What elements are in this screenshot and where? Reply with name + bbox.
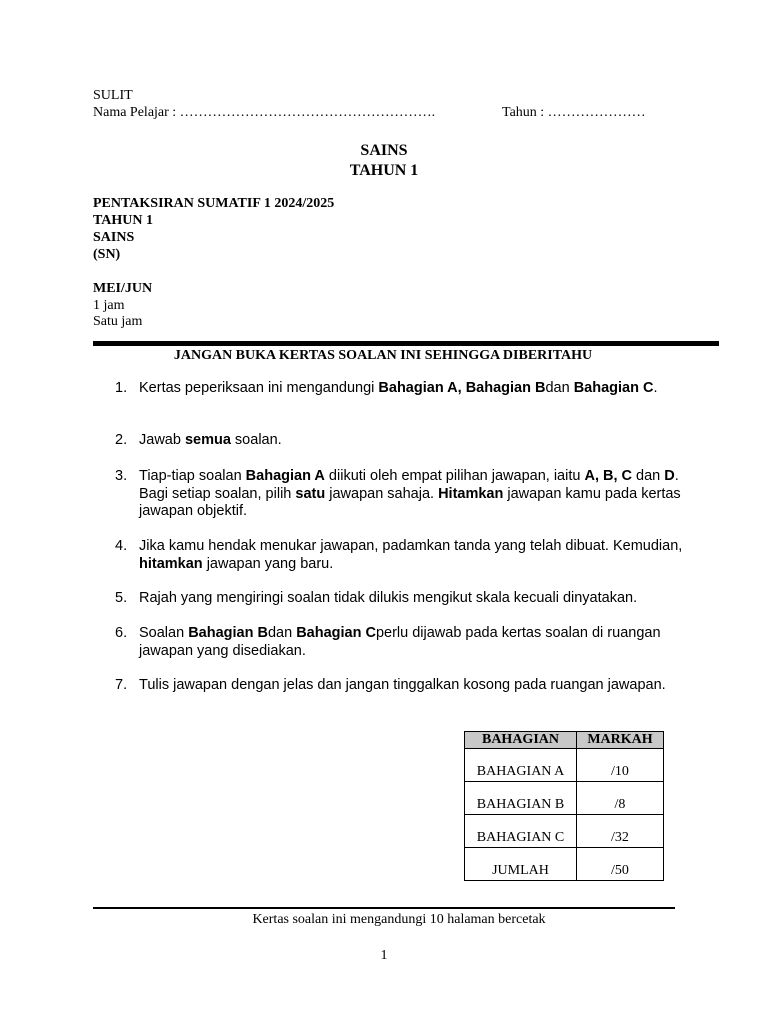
year-field: Tahun : ………………… (502, 105, 646, 120)
text-run: soalan. (230, 432, 282, 448)
text-run: dan (267, 625, 297, 641)
text-run: . (653, 380, 658, 396)
marks-cell: /32 (577, 815, 664, 848)
table-row (465, 749, 664, 782)
marks-cell: /10 (577, 749, 664, 782)
instruction-number: 6. (115, 625, 128, 641)
student-name-field: Nama Pelajar : ………………………………………………. (93, 105, 436, 120)
instruction-item (115, 625, 685, 660)
section-cell: BAHAGIAN A (465, 749, 577, 782)
text-run: perlu dijawab pada kertas soalan di ruangan jawapan yang disediakan. (139, 625, 661, 659)
text-run: jawapan yang baru. (202, 555, 334, 572)
total-cell: JUMLAH (465, 848, 577, 881)
text-run: diikuti oleh empat pilihan jawapan, iaitu (324, 468, 585, 484)
bold-phrase: A, B, C (584, 468, 632, 484)
bold-phrase: semua (184, 432, 231, 448)
instruction-text (139, 538, 685, 573)
text-run: Jika kamu hendak menukar jawapan, padamkan tanda yang telah dibuat. Kemudian, (139, 538, 683, 554)
instruction-text (139, 432, 685, 450)
bold-phrase: satu (295, 485, 326, 502)
bold-phrase: Bahagian A, Bahagian B (378, 380, 546, 396)
marks-table-header (465, 732, 664, 749)
table-row (465, 815, 664, 848)
instruction-item (115, 432, 685, 450)
instruction-item (115, 590, 685, 608)
bold-phrase: Bahagian A (245, 468, 325, 484)
instruction-item (115, 538, 685, 573)
bold-phrase: hitamkan (139, 555, 203, 572)
instruction-number: 4. (115, 538, 128, 554)
text-run: . Bagi setiap soalan, pilih (139, 468, 679, 502)
exam-session: MEI/JUN (93, 281, 153, 296)
exam-duration-words: Satu jam (93, 314, 143, 329)
instruction-number: 7. (115, 677, 128, 693)
column-header-bahagian: BAHAGIAN (465, 732, 577, 749)
text-run: dan (545, 380, 574, 396)
bold-phrase: Bahagian C (573, 380, 654, 396)
total-marks-cell: /50 (577, 848, 664, 881)
marks-cell: /8 (577, 782, 664, 815)
marks-table (464, 731, 664, 881)
text-run: Jawab (139, 432, 185, 448)
exam-duration: 1 jam (93, 298, 125, 313)
table-row (465, 848, 664, 881)
instruction-item (115, 380, 685, 398)
instruction-item (115, 677, 685, 695)
instruction-number: 5. (115, 590, 128, 606)
text-run: Tiap-tiap soalan (139, 468, 246, 484)
section-cell: BAHAGIAN C (465, 815, 577, 848)
bold-phrase: Bahagian B (188, 625, 268, 641)
table-row (465, 782, 664, 815)
bold-phrase: D (664, 468, 675, 484)
text-run: dan (632, 468, 665, 484)
instruction-number: 3. (115, 468, 128, 484)
bold-phrase: Bahagian C (296, 625, 376, 641)
exam-code: (SN) (93, 247, 121, 262)
top-divider (93, 341, 719, 346)
warning-notice: JANGAN BUKA KERTAS SOALAN INI SEHINGGA DIBERITAHU (173, 348, 593, 363)
section-cell: BAHAGIAN B (465, 782, 577, 815)
subject-title: SAINS (360, 142, 408, 159)
exam-name: PENTAKSIRAN SUMATIF 1 2024/2025 (93, 196, 335, 211)
instruction-number: 2. (115, 432, 128, 448)
instruction-text (139, 677, 685, 695)
bold-phrase: Hitamkan (438, 485, 504, 502)
page-count-note: Kertas soalan ini mengandungi 10 halaman bercetak (252, 912, 546, 927)
instruction-text (139, 590, 685, 608)
bottom-divider (93, 907, 675, 909)
text-run: Kertas peperiksaan ini mengandungi (139, 380, 379, 396)
column-header-markah: MARKAH (577, 732, 664, 749)
instruction-item (115, 468, 685, 521)
text-run: jawapan sahaja. (325, 485, 439, 502)
page-number: 1 (380, 948, 388, 963)
text-run: Rajah yang mengiringi soalan tidak dilukis mengikut skala kecuali dinyatakan. (139, 590, 638, 606)
exam-year: TAHUN 1 (93, 213, 154, 228)
exam-subject: SAINS (93, 230, 135, 245)
year-title: TAHUN 1 (349, 162, 419, 179)
instruction-text (139, 625, 685, 660)
text-run: Soalan (139, 625, 189, 641)
instruction-text (139, 468, 685, 521)
text-run: jawapan kamu pada kertas jawapan objektif. (139, 485, 681, 519)
text-run: Tulis jawapan dengan jelas dan jangan tinggalkan kosong pada ruangan jawapan. (139, 677, 666, 693)
sulit-label: SULIT (93, 88, 133, 103)
instruction-text (139, 380, 685, 398)
instruction-number: 1. (115, 380, 128, 396)
